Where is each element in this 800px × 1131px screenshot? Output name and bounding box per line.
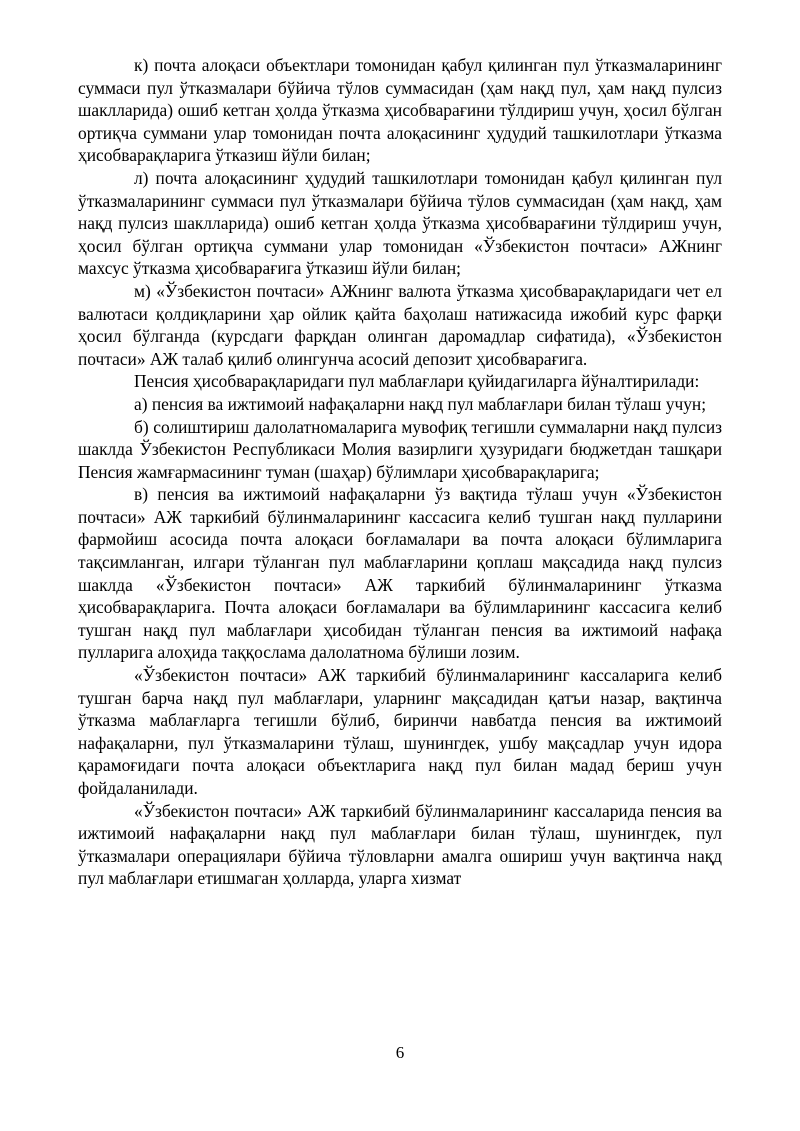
paragraph-item-b: б) солиштириш далолатномаларига мувофиқ тегишли суммаларни нақд пулсиз шаклда Ўзбекистон Республикаси Молия вазирлиги ҳузуридаги бюджетдан ташқари Пенсия жамғармасининг туман (шаҳар) бўлимлари ҳисобварақларига;	[78, 416, 722, 482]
paragraph-item-k: к) почта алоқаси объектлари томонидан қабул қилинган пул ўтказмаларининг суммаси пул ўтказмалари бўйича тўлов суммасидан (ҳам нақд пул, ҳам нақд пулсиз шаклларида) ошиб кетган ҳолда ўтказма ҳисобварағини тўлдириш учун, ҳосил бўлган ортиқча суммани улар томонидан почта алоқасининг ҳудудий ташкилотлари ўтказма ҳисобварақларига ўтказиш йўли билан;	[78, 55, 722, 166]
paragraph-item-l: л) почта алоқасининг ҳудудий ташкилотлари томонидан қабул қилинган пул ўтказмаларининг суммаси пул ўтказмалари бўйича тўлов суммасидан (ҳам нақд, ҳам нақд пулсиз шаклларида) ошиб кетган ҳолда ўтказма ҳисобварағини тўлдириш учун, ҳосил бўлган ортиқча суммани улар томонидан «Ўзбекистон почтаси» АЖнинг махсус ўтказма ҳисобварағига ўтказиш йўли билан;	[78, 167, 722, 279]
paragraph-pension-accounts: Пенсия ҳисобварақларидаги пул маблағлари қуйидагиларга йўналтирилади:	[134, 371, 700, 392]
page-number: 6	[395, 1043, 405, 1062]
paragraph-cash-shortage: «Ўзбекистон почтаси» АЖ таркибий бўлинмаларининг кассаларида пенсия ва ижтимоий нафақаларни нақд пул маблағлари билан тўлаш, шунингдек, пул ўтказмалари операциялари бўйича тўловларни амалга ошириш учун вақтинча нақд пул маблағлари етишмаган ҳолларда, уларга хизмат	[78, 800, 722, 889]
paragraph-item-a: а) пенсия ва ижтимоий нафақаларни нақд пул маблағлари билан тўлаш учун;	[134, 393, 707, 414]
paragraph-item-v: в) пенсия ва ижтимоий нафақаларни ўз вақтида тўлаш учун «Ўзбекистон почтаси» АЖ таркибий бўлинмаларининг кассасига келиб тушган нақд пулларини фармойиш асосида почта алоқаси боғламалари ва почта алоқаси бўлимларига тақсимланган, илгари тўланган пул маблағларини қоплаш мақсадида нақд пулсиз шаклда «Ўзбекистон почтаси» АЖ таркибий бўлинмаларининг ўтказма ҳисобварақларига. Почта алоқаси боғламалари ва бўлимларининг кассасига келиб тушган нақд пул маблағлари ҳисобидан тўланган пенсия ва ижтимоий нафақа пулларига алоҳида таққослама далолатнома бўлиши лозим.	[78, 484, 722, 663]
paragraph-item-m: м) «Ўзбекистон почтаси» АЖнинг валюта ўтказма ҳисобварақларидаги чет ел валютаси қолдиқларини ҳар ойлик қайта баҳолаш натижасида ижобий курс фарқи ҳосил бўлганда (курсдаги фарқдан олинган даромадлар сифатида), «Ўзбекистон почтаси» АЖ талаб қилиб олингунча асосий депозит ҳисобварағига.	[78, 280, 722, 369]
paragraph-cash-funds: «Ўзбекистон почтаси» АЖ таркибий бўлинмаларининг кассаларига келиб тушган барча нақд пул маблағлари, уларнинг мақсадидан қатъи назар, вақтинча ўтказма маблағларга тегишли бўлиб, биринчи навбатда пенсия ва ижтимоий нафақаларни, пул ўтказмаларини тўлаш, шунингдек, ушбу мақсадлар учун идора қарамоғидаги почта алоқаси объектларига нақд пул билан мадад бериш учун фойдаланилади.	[78, 665, 722, 798]
document-page	[78, 54, 722, 890]
